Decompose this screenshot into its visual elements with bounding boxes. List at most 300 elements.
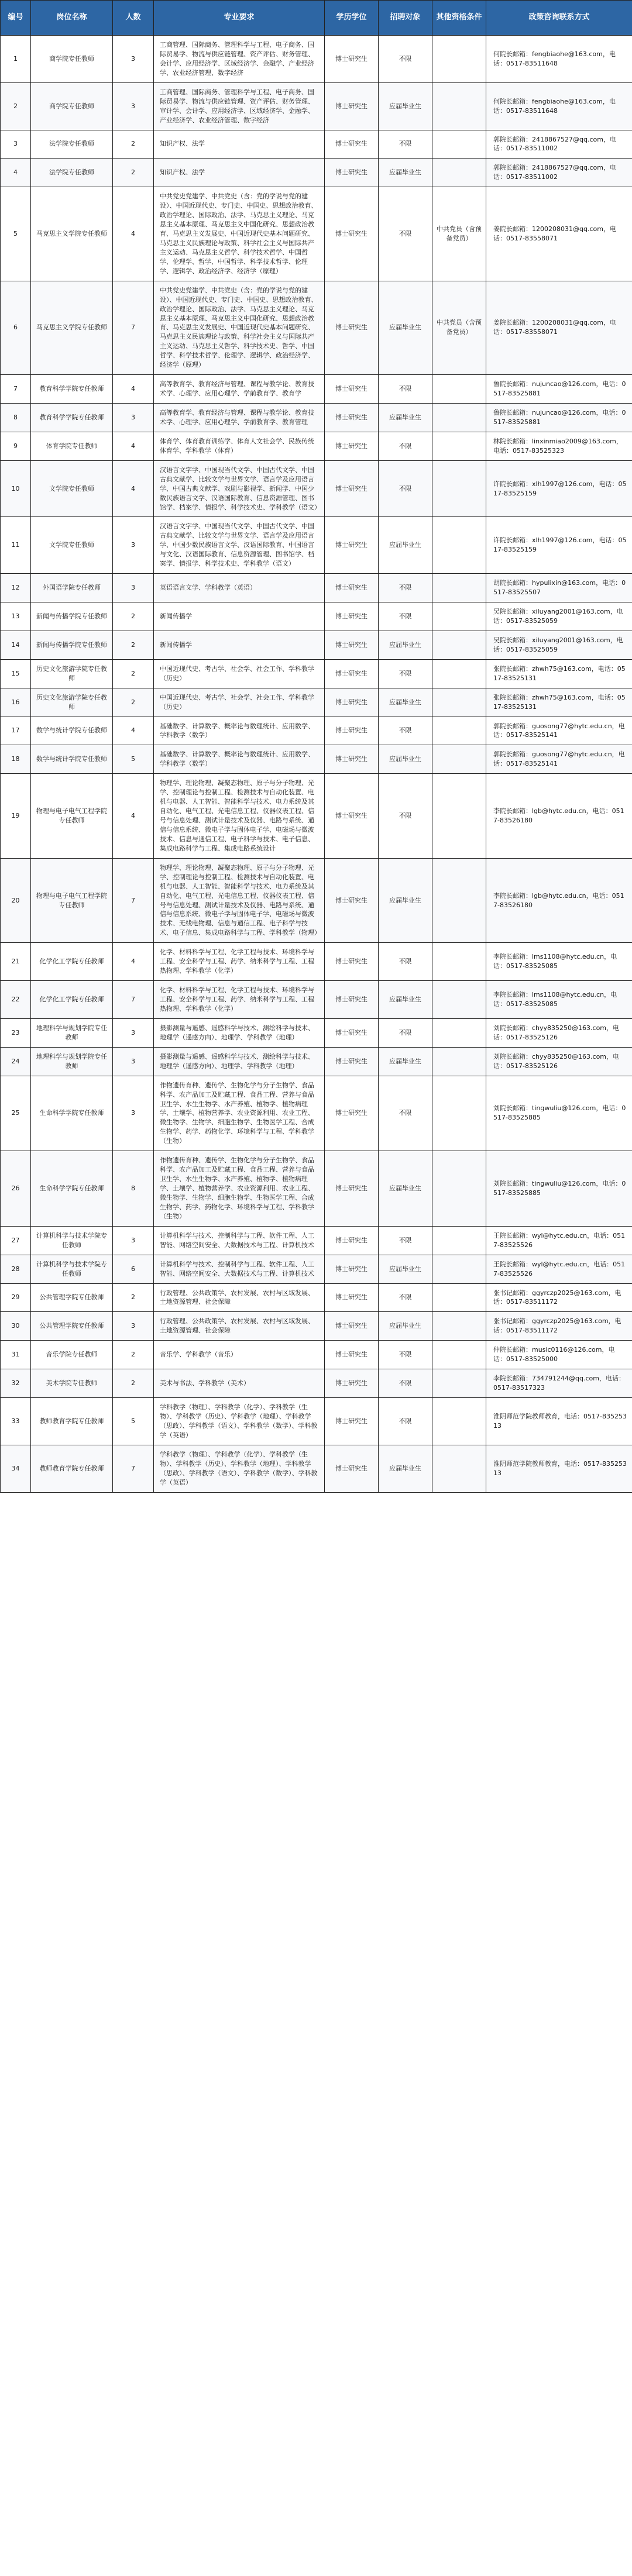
cell-id: 9 <box>1 432 31 460</box>
cell-post: 教师教育学院专任教师 <box>31 1398 113 1445</box>
cell-other: 中共党员（含预备党员） <box>432 187 486 281</box>
cell-count: 2 <box>113 1283 154 1312</box>
cell-degree: 博士研究生 <box>325 375 379 404</box>
table-row <box>1 745 632 774</box>
cell-count: 3 <box>113 1047 154 1076</box>
cell-degree: 博士研究生 <box>325 1445 379 1492</box>
cell-target: 应届毕业生 <box>379 281 432 374</box>
cell-id: 14 <box>1 631 31 659</box>
cell-degree: 博士研究生 <box>325 745 379 774</box>
cell-degree: 博士研究生 <box>325 688 379 717</box>
cell-post: 地理科学与规划学院专任教师 <box>31 1018 113 1047</box>
cell-post: 公共管理学院专任教师 <box>31 1283 113 1312</box>
cell-count: 3 <box>113 574 154 602</box>
cell-count: 3 <box>113 82 154 130</box>
cell-target: 不限 <box>379 432 432 460</box>
cell-id: 31 <box>1 1341 31 1369</box>
cell-target: 应届毕业生 <box>379 517 432 574</box>
cell-other <box>432 1255 486 1283</box>
cell-post: 历史文化旅游学院专任教师 <box>31 688 113 717</box>
cell-degree: 博士研究生 <box>325 460 379 517</box>
table-row <box>1 1047 632 1076</box>
table-row <box>1 858 632 943</box>
cell-degree: 博士研究生 <box>325 1076 379 1151</box>
table-row <box>1 1341 632 1369</box>
cell-target: 应届毕业生 <box>379 631 432 659</box>
cell-major: 工商管理、国际商务、管理科学与工程、电子商务、国际贸易学、物流与供应链管理、资产评估、财务管理、审计学、会计学、应用经济学、区域经济学、金融学、产业经济学、农业经济管理、数字经济 <box>154 82 325 130</box>
table-row <box>1 1445 632 1492</box>
cell-degree: 博士研究生 <box>325 281 379 374</box>
cell-degree: 博士研究生 <box>325 858 379 943</box>
cell-post: 地理科学与规划学院专任教师 <box>31 1047 113 1076</box>
cell-degree: 博士研究生 <box>325 1312 379 1341</box>
table-body <box>1 36 632 1493</box>
cell-post: 音乐学院专任教师 <box>31 1341 113 1369</box>
cell-major: 计算机科学与技术、控制科学与工程、软件工程、人工智能、网络空间安全、大数据技术与工程、计算机技术 <box>154 1255 325 1283</box>
cell-id: 4 <box>1 159 31 187</box>
cell-other <box>432 1341 486 1369</box>
cell-count: 4 <box>113 460 154 517</box>
cell-id: 11 <box>1 517 31 574</box>
cell-degree: 博士研究生 <box>325 517 379 574</box>
cell-id: 22 <box>1 981 31 1019</box>
cell-contact: 吴院长邮箱：xiluyang2001@163.com，电话：0517-83525059 <box>486 602 632 631</box>
table-row <box>1 1226 632 1255</box>
cell-other <box>432 517 486 574</box>
cell-contact: 林院长邮箱：linxinmiao2009@163.com，电话：0517-83525323 <box>486 432 632 460</box>
cell-id: 18 <box>1 745 31 774</box>
cell-contact: 李院长邮箱：lms1108@hytc.edu.cn，电话：0517-83525085 <box>486 943 632 981</box>
cell-post: 商学院专任教师 <box>31 82 113 130</box>
cell-post: 法学院专任教师 <box>31 130 113 159</box>
cell-count: 8 <box>113 1151 154 1227</box>
cell-other <box>432 1445 486 1492</box>
cell-target: 应届毕业生 <box>379 858 432 943</box>
table-row <box>1 574 632 602</box>
cell-major: 高等教育学、教育经济与管理、课程与教学论、教育技术学、心理学、应用心理学、学前教育学、教育学 <box>154 375 325 404</box>
cell-post: 教师教育学院专任教师 <box>31 1445 113 1492</box>
cell-other <box>432 159 486 187</box>
cell-post: 体育学院专任教师 <box>31 432 113 460</box>
cell-id: 12 <box>1 574 31 602</box>
cell-id: 33 <box>1 1398 31 1445</box>
cell-other <box>432 717 486 745</box>
cell-major: 音乐学、学科教学（音乐） <box>154 1341 325 1369</box>
table-row <box>1 432 632 460</box>
cell-contact: 刘院长邮箱：chyy835250@163.com，电话：0517-83525126 <box>486 1018 632 1047</box>
cell-target: 不限 <box>379 1398 432 1445</box>
cell-post: 计算机科学与技术学院专任教师 <box>31 1255 113 1283</box>
cell-other <box>432 631 486 659</box>
cell-id: 20 <box>1 858 31 943</box>
cell-other <box>432 432 486 460</box>
cell-target: 应届毕业生 <box>379 688 432 717</box>
cell-id: 29 <box>1 1283 31 1312</box>
cell-id: 21 <box>1 943 31 981</box>
header-major: 专业要求 <box>154 1 325 36</box>
cell-target: 不限 <box>379 130 432 159</box>
cell-degree: 博士研究生 <box>325 602 379 631</box>
cell-post: 美术学院专任教师 <box>31 1369 113 1398</box>
cell-post: 物理与电子电气工程学院专任教师 <box>31 858 113 943</box>
table-row <box>1 1151 632 1227</box>
cell-count: 2 <box>113 159 154 187</box>
header-other: 其他资格条件 <box>432 1 486 36</box>
cell-post: 马克思主义学院专任教师 <box>31 281 113 374</box>
header-id: 编号 <box>1 1 31 36</box>
cell-target: 不限 <box>379 574 432 602</box>
cell-contact: 吴院长邮箱：xiluyang2001@163.com，电话：0517-83525059 <box>486 631 632 659</box>
cell-major: 工商管理、国际商务、管理科学与工程、电子商务、国际贸易学、物流与供应链管理、资产评估、财务管理、会计学、应用经济学、区域经济学、金融学、产业经济学、农业经济管理、数字经济 <box>154 36 325 83</box>
cell-major: 学科教学（物理）、学科教学（化学）、学科教学（生物）、学科教学（历史）、学科教学（地理）、学科教学（思政）、学科教学（语文）、学科教学（数学）、学科教学（英语） <box>154 1445 325 1492</box>
cell-major: 摄影测量与遥感、遥感科学与技术、测绘科学与技术、地理学（遥感方向）、地理学、学科教学（地理） <box>154 1047 325 1076</box>
cell-target: 应届毕业生 <box>379 1047 432 1076</box>
cell-degree: 博士研究生 <box>325 981 379 1019</box>
cell-degree: 博士研究生 <box>325 82 379 130</box>
table-row <box>1 1312 632 1341</box>
table-row <box>1 943 632 981</box>
cell-count: 3 <box>113 1076 154 1151</box>
table-row <box>1 281 632 374</box>
cell-degree: 博士研究生 <box>325 943 379 981</box>
cell-degree: 博士研究生 <box>325 159 379 187</box>
cell-target: 应届毕业生 <box>379 1445 432 1492</box>
cell-id: 23 <box>1 1018 31 1047</box>
cell-other <box>432 460 486 517</box>
table-row <box>1 981 632 1019</box>
header-contact: 政策咨询联系方式 <box>486 1 632 36</box>
cell-degree: 博士研究生 <box>325 1018 379 1047</box>
cell-target: 不限 <box>379 187 432 281</box>
cell-contact: 王院长邮箱：wyl@hytc.edu.cn，电话：0517-83525526 <box>486 1226 632 1255</box>
cell-contact: 张院长邮箱：zhwh75@163.com，电话：0517-83525131 <box>486 659 632 688</box>
cell-major: 中共党史党建学、中共党史（含：党的学说与党的建设）、中国近现代史、专门史、中国史、思想政治教育、政治学理论、国际政治、法学、马克思主义理论、马克思主义基本原理、马克思主义中国化研究、思想政治教育、马克思主义发展史、中国近现代史基本问题研究、马克思主义民族理论与政策、科学社会主义与国际共产主义运动、马克思主义哲学、科学技术史、哲学、中国哲学、科学技术哲学、伦理学、逻辑学、政治经济学、经济学（原理） <box>154 281 325 374</box>
cell-other <box>432 1312 486 1341</box>
cell-contact: 胡院长邮箱：hypulixin@163.com，电话：0517-83525507 <box>486 574 632 602</box>
cell-target: 应届毕业生 <box>379 159 432 187</box>
cell-contact: 鲁院长邮箱：nujuncao@126.com，电话：0517-83525881 <box>486 404 632 432</box>
cell-other <box>432 943 486 981</box>
cell-major: 作物遗传育种、遗传学、生物化学与分子生物学、食品科学、农产品加工及贮藏工程、食品工程、营养与食品卫生学、水生生物学、水产养殖、植物学、植物病理学、土壤学、植物营养学、农业资源利用、农业工程、微生物学、生物学、细胞生物学、生物医学工程、合成生物学、药学、药物化学、环境科学与工程、学科教学（生物） <box>154 1076 325 1151</box>
cell-contact: 张书记邮箱：ggyrczp2025@163.com，电话：0517-83511172 <box>486 1312 632 1341</box>
cell-count: 4 <box>113 774 154 859</box>
cell-target: 应届毕业生 <box>379 82 432 130</box>
cell-other <box>432 574 486 602</box>
cell-post: 数学与统计学院专任教师 <box>31 745 113 774</box>
cell-major: 基础数学、计算数学、概率论与数理统计、应用数学、学科教学（数学） <box>154 717 325 745</box>
cell-id: 16 <box>1 688 31 717</box>
cell-count: 4 <box>113 187 154 281</box>
cell-post: 生命科学学院专任教师 <box>31 1076 113 1151</box>
header-post: 岗位名称 <box>31 1 113 36</box>
cell-contact: 张院长邮箱：zhwh75@163.com，电话：0517-83525131 <box>486 688 632 717</box>
cell-post: 新闻与传播学院专任教师 <box>31 631 113 659</box>
cell-count: 3 <box>113 517 154 574</box>
cell-count: 4 <box>113 432 154 460</box>
cell-target: 不限 <box>379 1018 432 1047</box>
cell-count: 4 <box>113 943 154 981</box>
cell-id: 26 <box>1 1151 31 1227</box>
cell-degree: 博士研究生 <box>325 432 379 460</box>
cell-contact: 许院长邮箱：xlh1997@126.com，电话：0517-83525159 <box>486 517 632 574</box>
cell-id: 17 <box>1 717 31 745</box>
cell-count: 4 <box>113 375 154 404</box>
cell-post: 化学化工学院专任教师 <box>31 943 113 981</box>
cell-other <box>432 981 486 1019</box>
cell-count: 3 <box>113 1226 154 1255</box>
table-row <box>1 631 632 659</box>
cell-id: 25 <box>1 1076 31 1151</box>
table-row <box>1 36 632 83</box>
cell-major: 行政管理、公共政策学、农村发展、农村与区域发展、土地资源管理、社会保障 <box>154 1283 325 1312</box>
cell-post: 数学与统计学院专任教师 <box>31 717 113 745</box>
cell-major: 高等教育学、教育经济与管理、课程与教学论、教育技术学、心理学、应用心理学、学前教育学、教育管理 <box>154 404 325 432</box>
cell-count: 3 <box>113 36 154 83</box>
cell-other <box>432 1369 486 1398</box>
cell-major: 汉语言文字学、中国现当代文学、中国古代文学、中国古典文献学、比较文学与世界文学、语言学及应用语言学、中国古典文献学、戏剧与影视学、新闻学、中国少数民族语言文学、汉语国际教育、信息资源管理、图书馆学、档案学、情报学、科学技术史、学科教学（语文） <box>154 460 325 517</box>
cell-id: 13 <box>1 602 31 631</box>
cell-degree: 博士研究生 <box>325 1255 379 1283</box>
cell-major: 新闻传播学 <box>154 602 325 631</box>
table-row <box>1 404 632 432</box>
cell-other <box>432 1047 486 1076</box>
cell-contact: 淮阴师范学院教师教育，电话：0517-83525313 <box>486 1398 632 1445</box>
cell-contact: 张书记邮箱：ggyrczp2025@163.com，电话：0517-83511172 <box>486 1283 632 1312</box>
cell-major: 化学、材料科学与工程、化学工程与技术、环境科学与工程、安全科学与工程、药学、纳米科学与工程、工程热物理、学科教学（化学） <box>154 943 325 981</box>
cell-contact: 李院长邮箱：734791244@qq.com，电话：0517-83517323 <box>486 1369 632 1398</box>
table-row <box>1 187 632 281</box>
table-row <box>1 717 632 745</box>
cell-count: 7 <box>113 281 154 374</box>
cell-count: 2 <box>113 602 154 631</box>
cell-major: 新闻传播学 <box>154 631 325 659</box>
cell-other <box>432 1398 486 1445</box>
header-target: 招聘对象 <box>379 1 432 36</box>
cell-major: 中共党史党建学、中共党史（含：党的学说与党的建设）、中国近现代史、专门史、中国史、思想政治教育、政治学理论、国际政治、法学、马克思主义理论、马克思主义基本原理、马克思主义中国化研究、思想政治教育、马克思主义发展史、中国近现代史基本问题研究、马克思主义民族理论与政策、科学社会主义与国际共产主义运动、马克思主义哲学、科学技术哲学、中国哲学、伦理学、哲学、中国哲学、科学技术哲学、伦理学、逻辑学、政治经济学、经济学（原理） <box>154 187 325 281</box>
cell-id: 19 <box>1 774 31 859</box>
table-row <box>1 159 632 187</box>
cell-id: 30 <box>1 1312 31 1341</box>
cell-contact: 郭院长邮箱：2418867527@qq.com，电话：0517-83511002 <box>486 159 632 187</box>
cell-degree: 博士研究生 <box>325 1151 379 1227</box>
cell-other <box>432 36 486 83</box>
cell-degree: 博士研究生 <box>325 1283 379 1312</box>
cell-major: 摄影测量与遥感、遥感科学与技术、测绘科学与技术、地理学（遥感方向）、地理学、学科教学（地理） <box>154 1018 325 1047</box>
cell-major: 汉语言文字学、中国现当代文学、中国古代文学、中国古典文献学、比较文学与世界文学、语言学及应用语言学、中国少数民族语言文学、汉语国际教育、中国语言与文化、汉语国际教育、信息资源管理、图书馆学、档案学、情报学、科学技术史、学科教学（语文） <box>154 517 325 574</box>
cell-contact: 姜院长邮箱：1200208031@qq.com，电话：0517-83558071 <box>486 281 632 374</box>
cell-post: 公共管理学院专任教师 <box>31 1312 113 1341</box>
cell-degree: 博士研究生 <box>325 659 379 688</box>
header-degree: 学历学位 <box>325 1 379 36</box>
cell-target: 不限 <box>379 717 432 745</box>
cell-id: 32 <box>1 1369 31 1398</box>
cell-contact: 郭院长邮箱：2418867527@qq.com，电话：0517-83511002 <box>486 130 632 159</box>
cell-id: 7 <box>1 375 31 404</box>
cell-target: 不限 <box>379 1226 432 1255</box>
cell-post: 化学化工学院专任教师 <box>31 981 113 1019</box>
cell-post: 计算机科学与技术学院专任教师 <box>31 1226 113 1255</box>
cell-contact: 刘院长邮箱：tingwuliu@126.com，电话：0517-83525885 <box>486 1151 632 1227</box>
cell-contact: 王院长邮箱：wyl@hytc.edu.cn，电话：0517-83525526 <box>486 1255 632 1283</box>
cell-id: 24 <box>1 1047 31 1076</box>
cell-count: 7 <box>113 1445 154 1492</box>
cell-count: 7 <box>113 858 154 943</box>
cell-major: 行政管理、公共政策学、农村发展、农村与区域发展、土地资源管理、社会保障 <box>154 1312 325 1341</box>
cell-target: 不限 <box>379 943 432 981</box>
cell-other <box>432 1226 486 1255</box>
cell-count: 5 <box>113 745 154 774</box>
cell-contact: 许院长邮箱：xlh1997@126.com，电话：0517-83525159 <box>486 460 632 517</box>
table-row <box>1 130 632 159</box>
table-row <box>1 460 632 517</box>
cell-post: 物理与电子电气工程学院专任教师 <box>31 774 113 859</box>
cell-degree: 博士研究生 <box>325 1369 379 1398</box>
cell-id: 28 <box>1 1255 31 1283</box>
cell-major: 知识产权、法学 <box>154 159 325 187</box>
cell-major: 中国近现代史、考古学、社会学、社会工作、学科教学（历史） <box>154 688 325 717</box>
table-row <box>1 688 632 717</box>
table-row <box>1 1018 632 1047</box>
cell-target: 应届毕业生 <box>379 745 432 774</box>
cell-other <box>432 404 486 432</box>
cell-degree: 博士研究生 <box>325 130 379 159</box>
cell-count: 3 <box>113 1312 154 1341</box>
cell-other <box>432 774 486 859</box>
cell-other <box>432 602 486 631</box>
cell-contact: 李院长邮箱：lgb@hytc.edu.cn，电话：0517-83526180 <box>486 858 632 943</box>
cell-degree: 博士研究生 <box>325 1341 379 1369</box>
cell-count: 2 <box>113 1341 154 1369</box>
cell-major: 知识产权、法学 <box>154 130 325 159</box>
cell-count: 3 <box>113 404 154 432</box>
cell-degree: 博士研究生 <box>325 774 379 859</box>
cell-post: 历史文化旅游学院专任教师 <box>31 659 113 688</box>
cell-id: 34 <box>1 1445 31 1492</box>
cell-contact: 刘院长邮箱：chyy835250@163.com，电话：0517-83525126 <box>486 1047 632 1076</box>
cell-contact: 郭院长邮箱：guosong77@hytc.edu.cn，电话：0517-83525141 <box>486 745 632 774</box>
cell-other <box>432 688 486 717</box>
cell-post: 马克思主义学院专任教师 <box>31 187 113 281</box>
table-row <box>1 1076 632 1151</box>
cell-post: 教育科学学院专任教师 <box>31 404 113 432</box>
cell-post: 文学院专任教师 <box>31 517 113 574</box>
cell-id: 10 <box>1 460 31 517</box>
cell-count: 2 <box>113 631 154 659</box>
cell-count: 2 <box>113 130 154 159</box>
table-row <box>1 774 632 859</box>
cell-contact: 仲院长邮箱：music0116@126.com，电话：0517-83525000 <box>486 1341 632 1369</box>
cell-target: 不限 <box>379 1369 432 1398</box>
cell-id: 5 <box>1 187 31 281</box>
cell-major: 计算机科学与技术、控制科学与工程、软件工程、人工智能、网络空间安全、大数据技术与工程、计算机技术 <box>154 1226 325 1255</box>
cell-count: 7 <box>113 981 154 1019</box>
cell-contact: 李院长邮箱：lgb@hytc.edu.cn，电话：0517-83526180 <box>486 774 632 859</box>
cell-other <box>432 745 486 774</box>
cell-target: 应届毕业生 <box>379 1312 432 1341</box>
cell-post: 法学院专任教师 <box>31 159 113 187</box>
cell-id: 27 <box>1 1226 31 1255</box>
cell-post: 商学院专任教师 <box>31 36 113 83</box>
cell-major: 中国近现代史、考古学、社会学、社会工作、学科教学（历史） <box>154 659 325 688</box>
cell-major: 化学、材料科学与工程、化学工程与技术、环境科学与工程、安全科学与工程、药学、纳米科学与工程、工程热物理、学科教学（化学） <box>154 981 325 1019</box>
cell-other <box>432 659 486 688</box>
cell-target: 应届毕业生 <box>379 1151 432 1227</box>
cell-target: 应届毕业生 <box>379 1255 432 1283</box>
cell-other <box>432 1283 486 1312</box>
cell-count: 2 <box>113 688 154 717</box>
cell-major: 基础数学、计算数学、概率论与数理统计、应用数学、学科教学（数学） <box>154 745 325 774</box>
table-row <box>1 1369 632 1398</box>
cell-target: 不限 <box>379 1283 432 1312</box>
cell-other <box>432 858 486 943</box>
cell-degree: 博士研究生 <box>325 717 379 745</box>
cell-degree: 博士研究生 <box>325 187 379 281</box>
table-row <box>1 659 632 688</box>
cell-degree: 博士研究生 <box>325 574 379 602</box>
table-row <box>1 1398 632 1445</box>
cell-target: 不限 <box>379 659 432 688</box>
cell-major: 英语语言文学、学科教学（英语） <box>154 574 325 602</box>
cell-contact: 姜院长邮箱：1200208031@qq.com，电话：0517-83558071 <box>486 187 632 281</box>
cell-id: 1 <box>1 36 31 83</box>
cell-contact: 郭院长邮箱：guosong77@hytc.edu.cn，电话：0517-83525141 <box>486 717 632 745</box>
cell-count: 4 <box>113 717 154 745</box>
cell-major: 物理学、理论物理、凝聚态物理、原子与分子物理、光学、控制理论与控制工程、检测技术与自动化装置、电机与电器、人工智能、智能科学与技术、电力系统及其自动化、电气工程、光电信息工程、仪器仪表工程、信号与信息处理、测试计量技术及仪器、电路与系统、通信与信息系统、微电子学与固体电子学、电磁场与微波技术、信息与通信工程、电子科学与技术、电子信息、集成电路科学与工程、集成电路系统设计 <box>154 774 325 859</box>
cell-degree: 博士研究生 <box>325 404 379 432</box>
cell-major: 美术与书法、学科教学（美术） <box>154 1369 325 1398</box>
cell-contact: 何院长邮箱：fengbiaohe@163.com，电话：0517-83511648 <box>486 36 632 83</box>
cell-id: 6 <box>1 281 31 374</box>
cell-count: 2 <box>113 659 154 688</box>
cell-target: 不限 <box>379 774 432 859</box>
cell-degree: 博士研究生 <box>325 1047 379 1076</box>
cell-id: 3 <box>1 130 31 159</box>
table-row <box>1 375 632 404</box>
cell-major: 体育学、体育教育训练学、体育人文社会学、民族传统体育学、学科教学（体育） <box>154 432 325 460</box>
table-row <box>1 1255 632 1283</box>
cell-target: 应届毕业生 <box>379 981 432 1019</box>
cell-target: 不限 <box>379 36 432 83</box>
cell-target: 不限 <box>379 1076 432 1151</box>
cell-target: 不限 <box>379 1341 432 1369</box>
cell-count: 5 <box>113 1398 154 1445</box>
cell-major: 物理学、理论物理、凝聚态物理、原子与分子物理、光学、控制理论与控制工程、检测技术与自动化装置、电机与电器、人工智能、智能科学与技术、电力系统及其自动化、电气工程、光电信息工程、仪器仪表工程、信号与信息处理、测试计量技术及仪器、电路与系统、通信与信息系统、微电子学与固体电子学、电磁场与微波技术、无线电物理、信息与通信工程、电子科学与技术、电子信息、集成电路科学与工程、学科教学（物理） <box>154 858 325 943</box>
cell-contact: 刘院长邮箱：tingwuliu@126.com，电话：0517-83525885 <box>486 1076 632 1151</box>
cell-post: 新闻与传播学院专任教师 <box>31 602 113 631</box>
cell-post: 文学院专任教师 <box>31 460 113 517</box>
cell-other <box>432 130 486 159</box>
cell-id: 8 <box>1 404 31 432</box>
cell-target: 应届毕业生 <box>379 404 432 432</box>
cell-count: 2 <box>113 1369 154 1398</box>
cell-contact: 李院长邮箱：lms1108@hytc.edu.cn，电话：0517-83525085 <box>486 981 632 1019</box>
cell-post: 生命科学学院专任教师 <box>31 1151 113 1227</box>
cell-contact: 鲁院长邮箱：nujuncao@126.com，电话：0517-83525881 <box>486 375 632 404</box>
cell-other <box>432 82 486 130</box>
cell-other <box>432 375 486 404</box>
cell-count: 3 <box>113 1018 154 1047</box>
cell-other: 中共党员（含预备党员） <box>432 281 486 374</box>
cell-other <box>432 1151 486 1227</box>
cell-target: 不限 <box>379 602 432 631</box>
cell-id: 15 <box>1 659 31 688</box>
cell-contact: 淮阴师范学院教师教育，电话：0517-83525313 <box>486 1445 632 1492</box>
cell-other <box>432 1076 486 1151</box>
cell-degree: 博士研究生 <box>325 1226 379 1255</box>
cell-post: 外国语学院专任教师 <box>31 574 113 602</box>
cell-target: 不限 <box>379 460 432 517</box>
cell-degree: 博士研究生 <box>325 631 379 659</box>
